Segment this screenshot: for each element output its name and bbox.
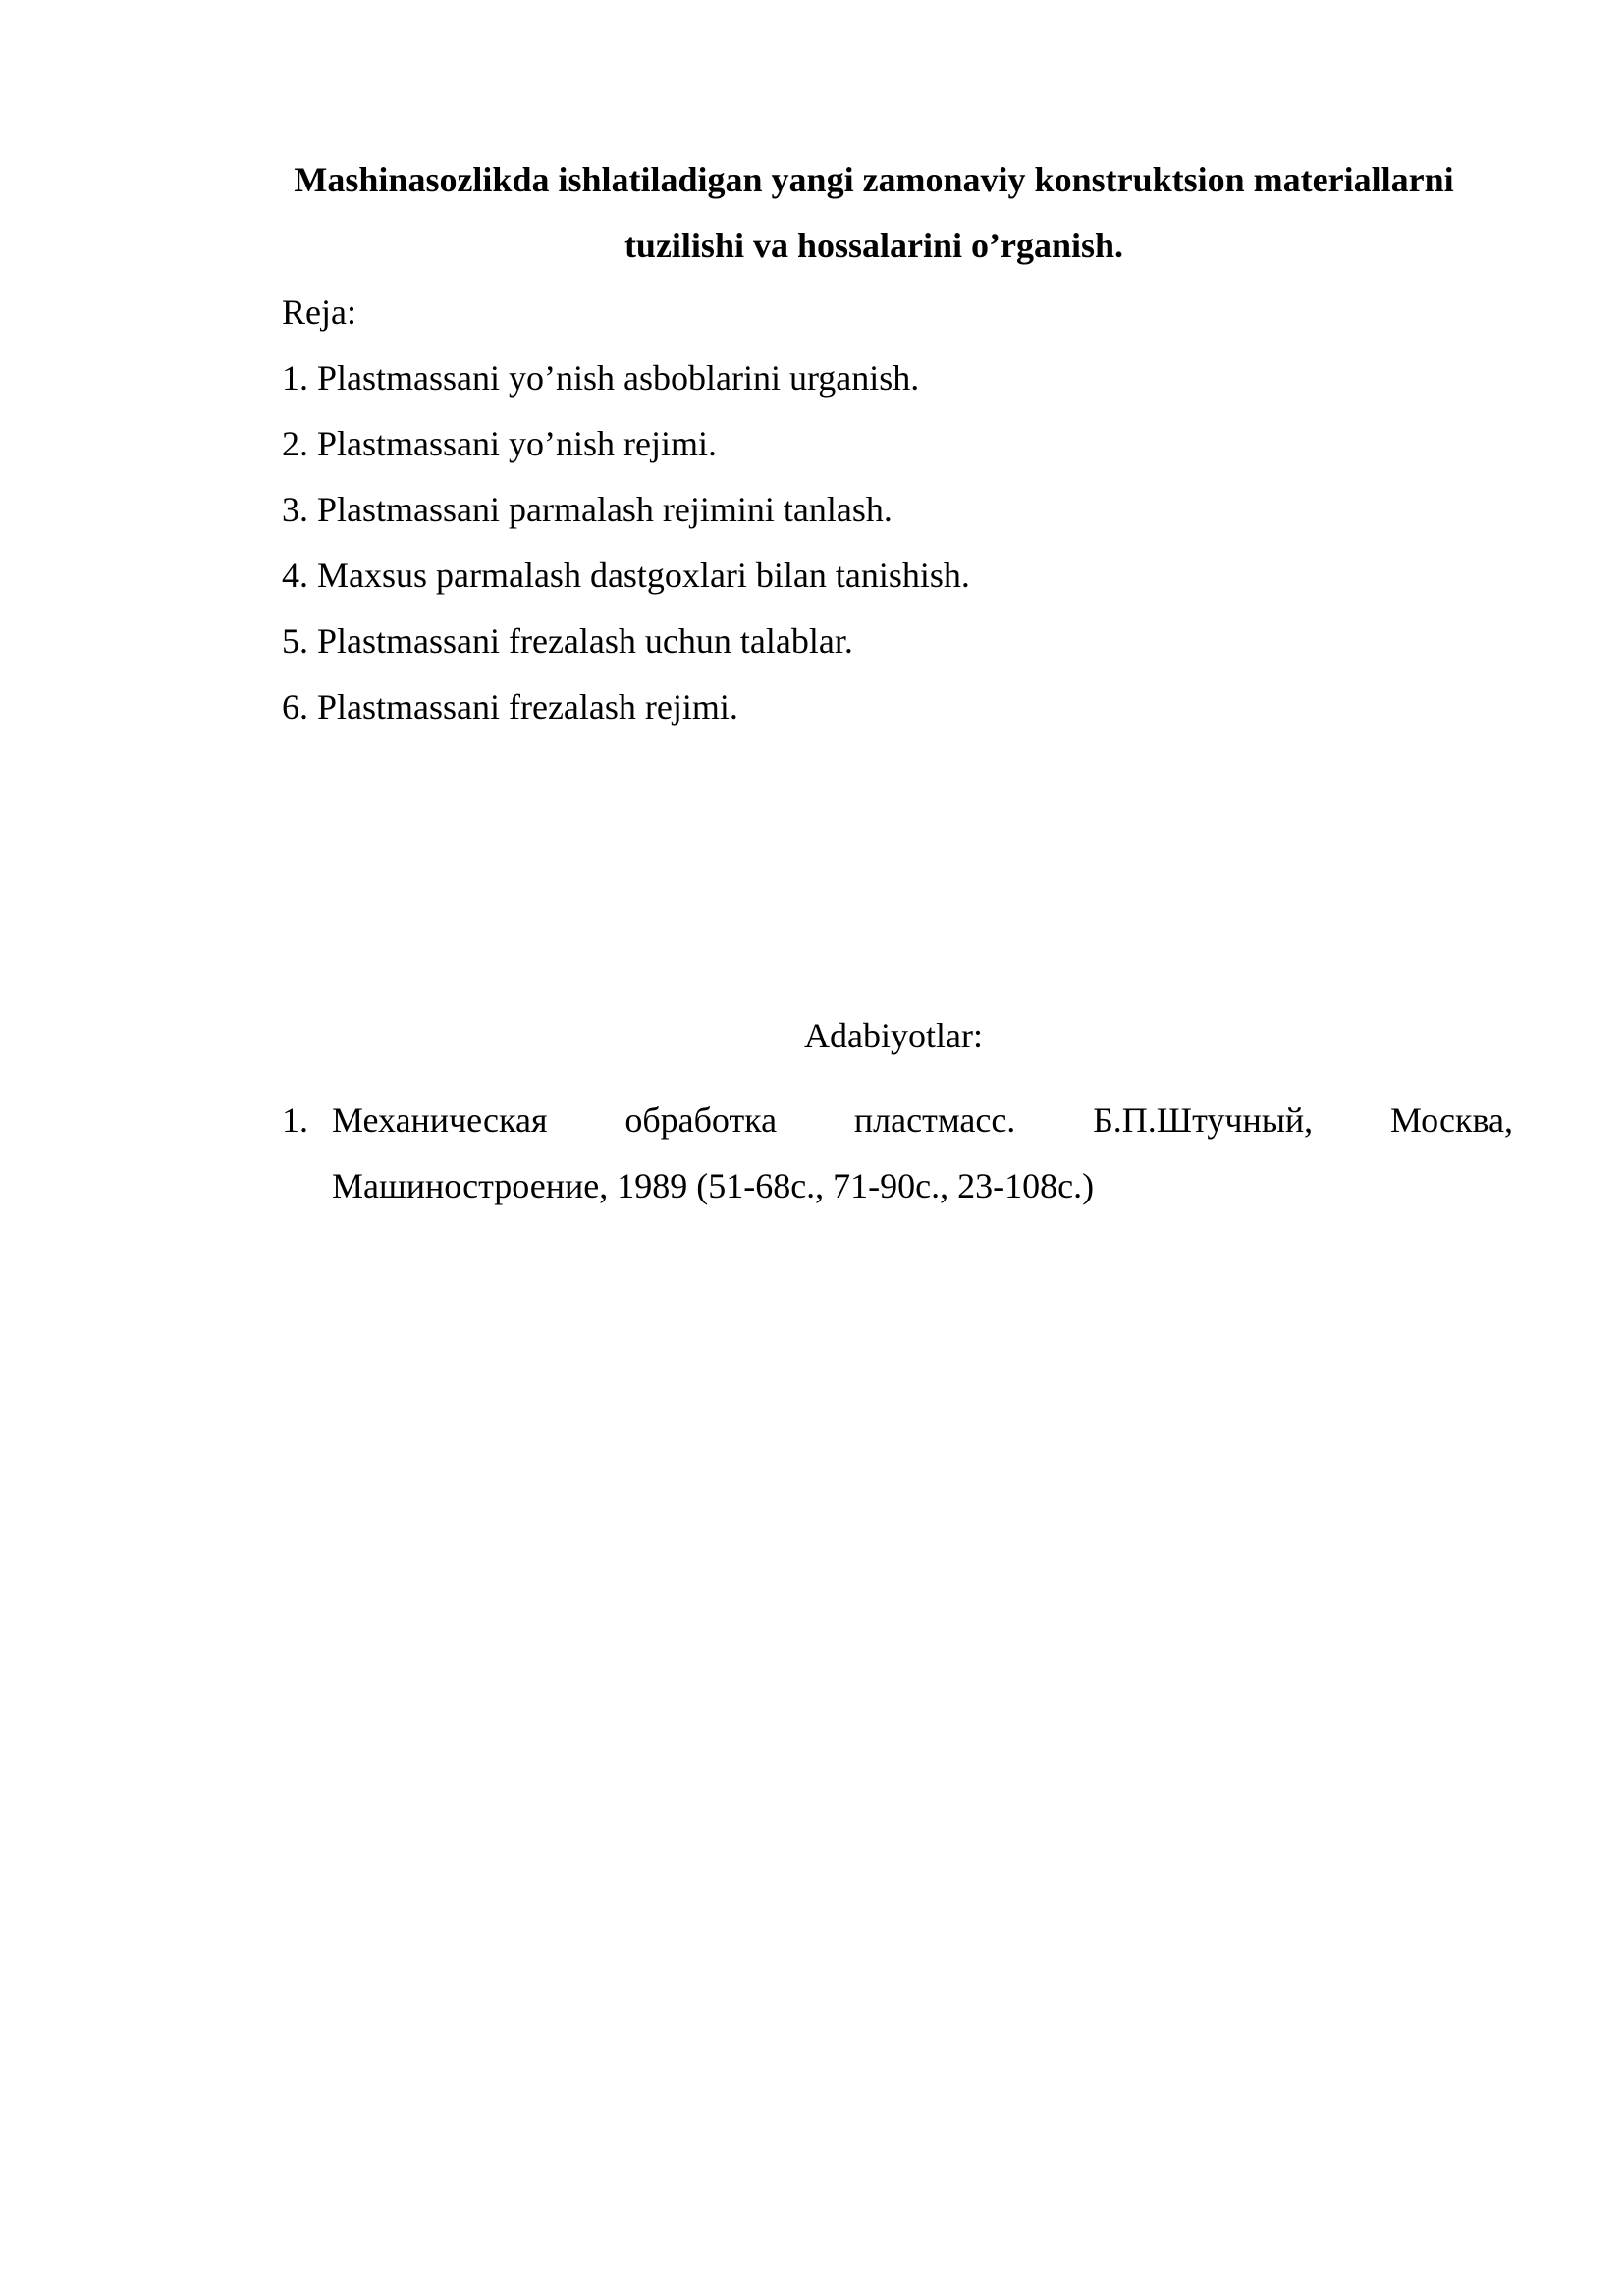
plan-item: 1. Plastmassani yo’nish asboblarini urganish. (282, 358, 920, 398)
references-list (282, 1088, 1513, 1219)
reference-line-2: Машиностроение, 1989 (51-68с., 71-90с., 23-108с.) (332, 1166, 1095, 1205)
reference-text (332, 1088, 1513, 1219)
plan-heading: Reja: (282, 293, 356, 332)
document-title (265, 147, 1483, 279)
reference-line-1 (332, 1088, 1513, 1153)
reference-number: 1. (282, 1100, 308, 1140)
plan-item: 3. Plastmassani parmalash rejimini tanlash. (282, 490, 893, 529)
reference-word: Б.П.Штучный, (1093, 1100, 1314, 1140)
title-line-2: tuzilishi va hossalarini o’rganish. (623, 226, 1124, 265)
reference-word: Механическая (332, 1100, 548, 1140)
plan-item: 6. Plastmassani frezalash rejimi. (282, 687, 738, 726)
plan-item: 5. Plastmassani frezalash uchun talablar. (282, 621, 853, 661)
reference-word: Москва, (1389, 1100, 1513, 1140)
reference-item (282, 1088, 1513, 1219)
plan-section (282, 280, 970, 740)
reference-word: обработка (624, 1100, 778, 1140)
plan-item: 4. Maxsus parmalash dastgoxlari bilan tanishish. (282, 556, 970, 595)
plan-item: 2. Plastmassani yo’nish rejimi. (282, 424, 717, 463)
references-heading: Adabiyotlar: (804, 1016, 983, 1055)
plan-list (282, 346, 970, 740)
reference-word: пластмасс. (853, 1100, 1016, 1140)
title-line-1: Mashinasozlikda ishlatiladigan yangi zamonaviy konstruktsion materiallarni (294, 160, 1454, 199)
